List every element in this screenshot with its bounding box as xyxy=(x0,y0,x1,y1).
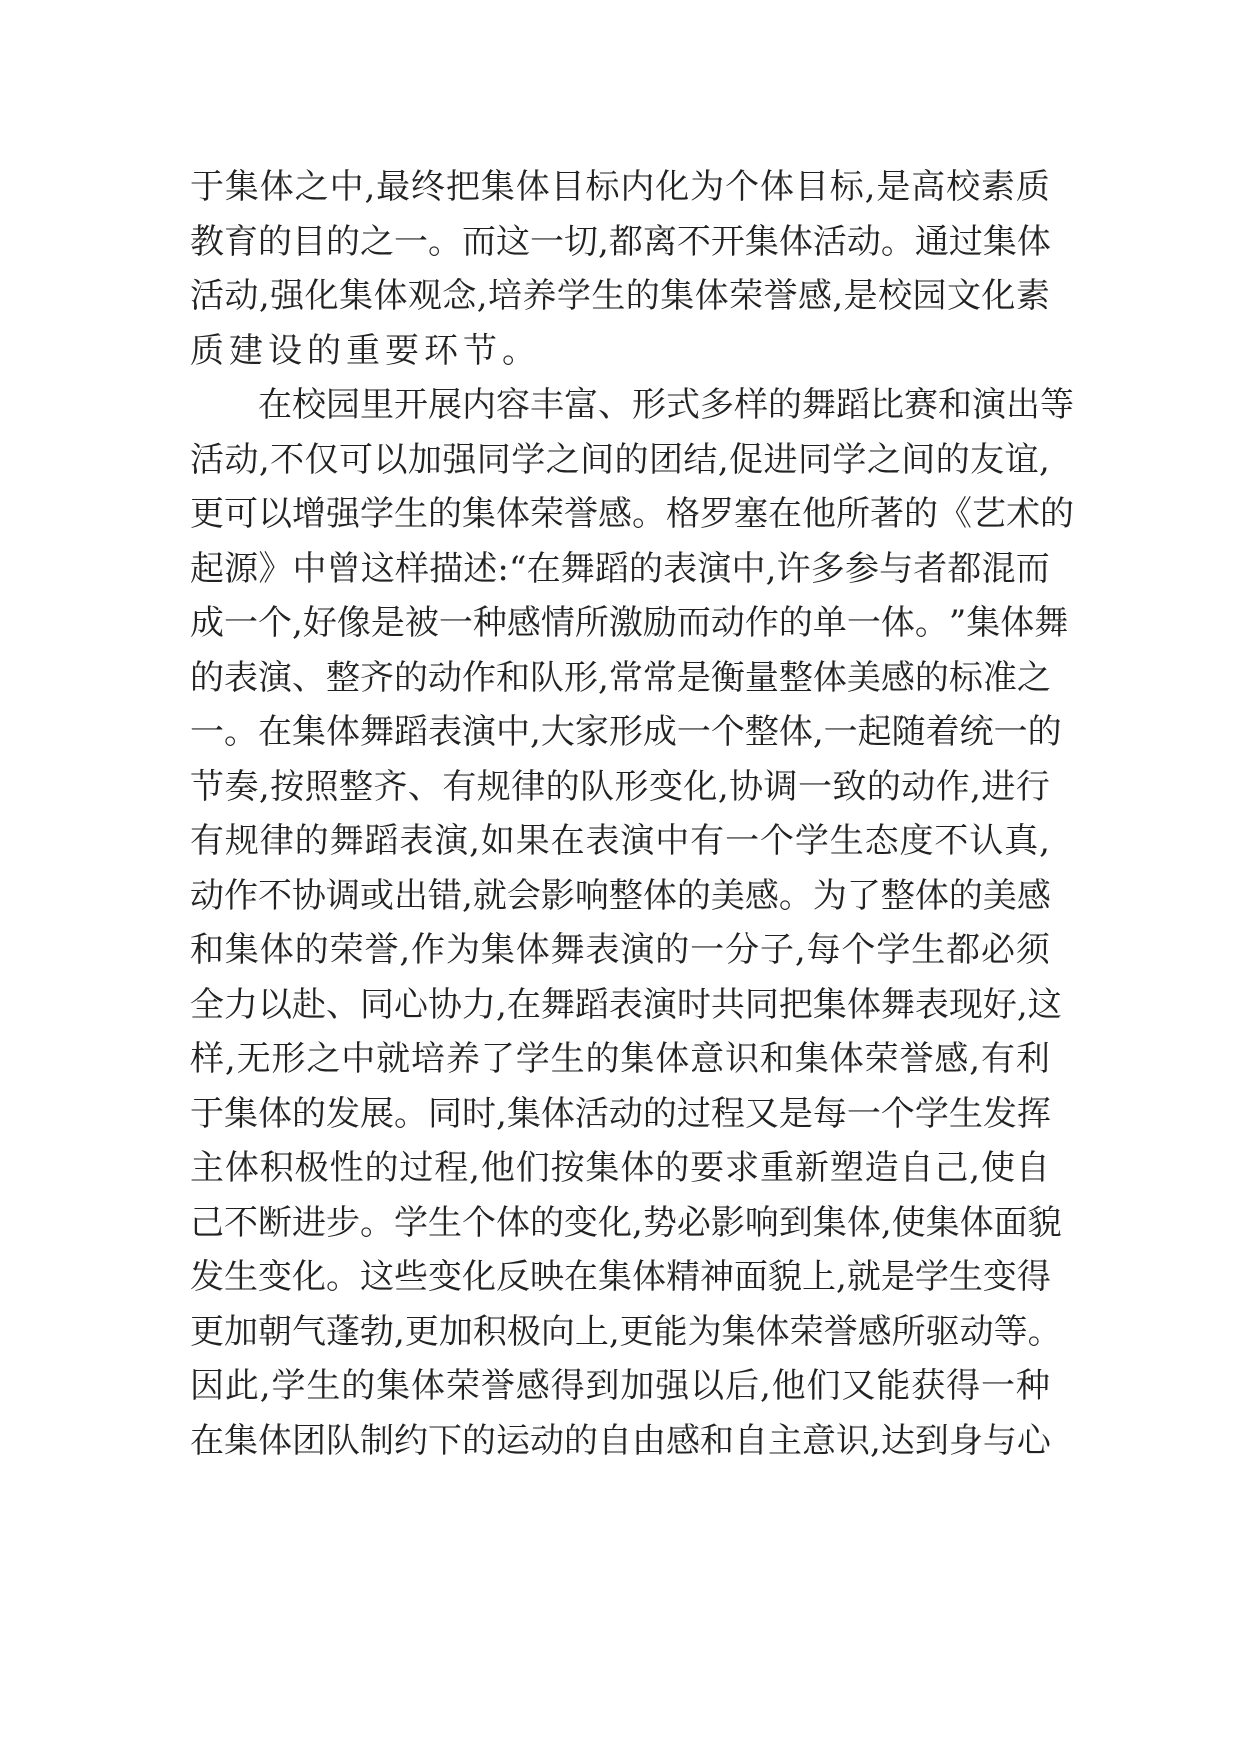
text-line: 更 加 朝 气 蓬 勃 , 更 加 积 极 向 上 , 更 能 为 集 体 荣 誉 感 所 驱 动 等 。 xyxy=(190,1311,1062,1352)
text-line: 样 , 无 形 之 中 就 培 养 了 学 生 的 集 体 意 识 和 集 体 荣 誉 感 , 有 利 xyxy=(190,1039,1050,1079)
paragraph xyxy=(190,378,1074,1468)
text-line: 在 集 体 团 队 制 约 下 的 运 动 的 自 由 感 和 自 主 意 识 , 达 到 身 与 心 xyxy=(190,1420,1051,1461)
text-line: 更 可 以 增 强 学 生 的 集 体 荣 誉 感 。 格 罗 塞 在 他 所 著 的 《 艺 术 的 xyxy=(190,494,1074,534)
paragraph xyxy=(190,160,1050,378)
text-line: 的 表 演 、 整 齐 的 动 作 和 队 形 , 常 常 是 衡 量 整 体 美 感 的 标 准 之 xyxy=(190,657,1051,698)
text-line: 有 规 律 的 舞 蹈 表 演 , 如 果 在 表 演 中 有 一 个 学 生 态 度 不 认 真 , xyxy=(190,821,1050,861)
text-line: 活 动 , 不 仅 可 以 加 强 同 学 之 间 的 团 结 , 促 进 同 学 之 间 的 友 谊 , xyxy=(190,439,1050,480)
text-line: 和 集 体 的 荣 誉 , 作 为 集 体 舞 表 演 的 一 分 子 , 每 个 学 生 都 必 须 xyxy=(190,930,1050,970)
text-line: 活 动 , 强 化 集 体 观 念 , 培 养 学 生 的 集 体 荣 誉 感 , 是 校 园 文 化 素 xyxy=(190,276,1050,316)
text-line: 于 集 体 之 中 , 最 终 把 集 体 目 标 内 化 为 个 体 目 标 , 是 高 校 素 质 xyxy=(190,167,1050,207)
text-line: 在 校 园 里 开 展 内 容 丰 富 、 形 式 多 样 的 舞 蹈 比 赛 和 演 出 等 xyxy=(258,385,1074,425)
body-text xyxy=(190,160,1074,1468)
text-line: 成 一 个 , 好 像 是 被 一 种 感 情 所 激 励 而 动 作 的 单 一 体 。 ” 集 体 舞 xyxy=(190,603,1069,643)
text-line: 主 体 积 极 性 的 过 程 , 他 们 按 集 体 的 要 求 重 新 塑 造 自 己 , 使 自 xyxy=(190,1148,1050,1188)
text-line: 节 奏 , 按 照 整 齐 、 有 规 律 的 队 形 变 化 , 协 调 一 致 的 动 作 , 进 行 xyxy=(190,766,1050,807)
text-line: 于 集 体 的 发 展 。 同 时 , 集 体 活 动 的 过 程 又 是 每 一 个 学 生 发 挥 xyxy=(190,1093,1051,1134)
text-line: 一 。 在 集 体 舞 蹈 表 演 中 , 大 家 形 成 一 个 整 体 , 一 起 随 着 统 一 的 xyxy=(190,712,1062,752)
text-line: 质建设的重要环节。 xyxy=(190,330,541,371)
text-line: 教 育 的 目 的 之 一 。 而 这 一 切 , 都 离 不 开 集 体 活 动 。 通 过 集 体 xyxy=(190,221,1051,262)
text-line: 全 力 以 赴 、 同 心 协 力 , 在 舞 蹈 表 演 时 共 同 把 集 体 舞 表 现 好 , 这 xyxy=(190,984,1062,1025)
text-line: 己 不 断 进 步 。 学 生 个 体 的 变 化 , 势 必 影 响 到 集 体 , 使 集 体 面 貌 xyxy=(190,1202,1062,1243)
text-line: 发 生 变 化 。 这 些 变 化 反 映 在 集 体 精 神 面 貌 上 , 就 是 学 生 变 得 xyxy=(190,1257,1051,1297)
text-line: 因 此 , 学 生 的 集 体 荣 誉 感 得 到 加 强 以 后 , 他 们 又 能 获 得 一 种 xyxy=(190,1366,1050,1406)
text-line: 动 作 不 协 调 或 出 错 , 就 会 影 响 整 体 的 美 感 。 为 了 整 体 的 美 感 xyxy=(190,875,1051,916)
text-line: 起 源 》 中 曾 这 样 描 述 : “ 在 舞 蹈 的 表 演 中 , 许 多 参 与 者 都 混 而 xyxy=(190,548,1050,589)
